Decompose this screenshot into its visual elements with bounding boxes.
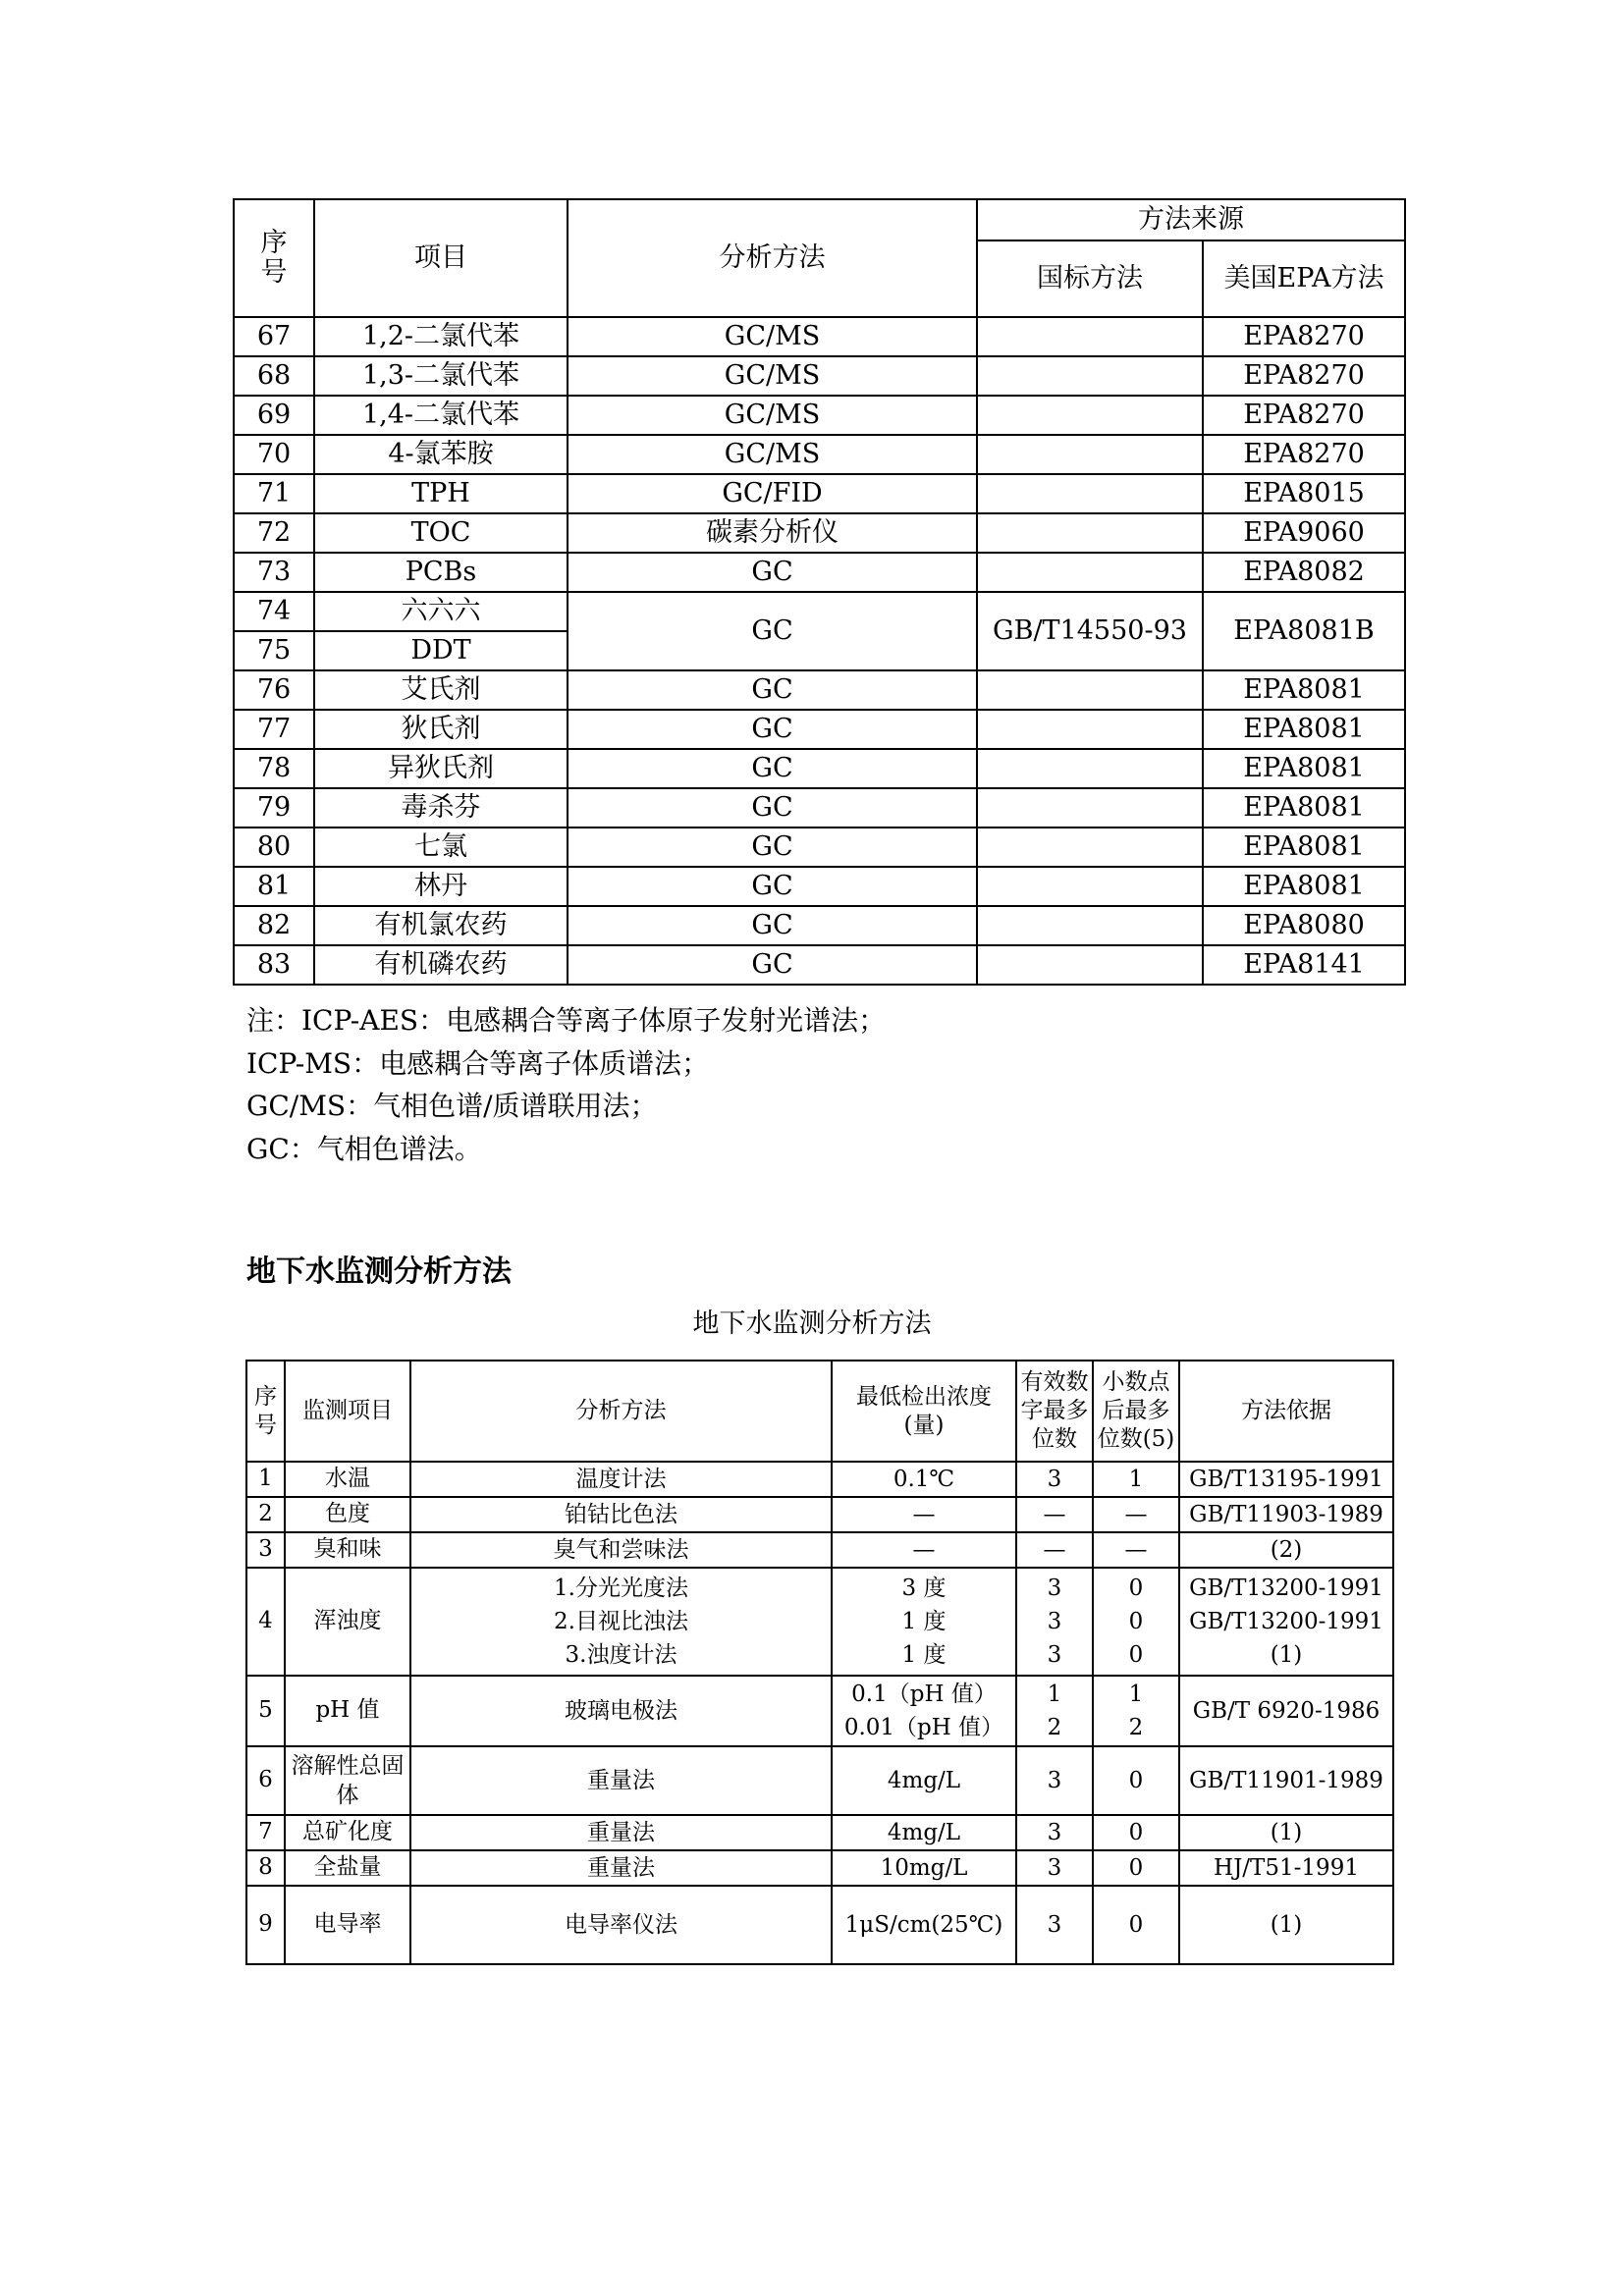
row-decimals-line: 0 <box>1128 1855 1144 1881</box>
row-gb-method <box>977 396 1203 435</box>
row-number: 67 <box>234 317 314 356</box>
note-line: GC/MS：气相色谱/质谱联用法； <box>246 1090 658 1122</box>
row-detection-limit-line: — <box>912 1537 936 1563</box>
row-method <box>410 1815 832 1850</box>
row-decimals <box>1093 1850 1179 1886</box>
table-row <box>234 396 1405 435</box>
table-row <box>234 749 1405 788</box>
row-method: GC <box>568 945 977 985</box>
row-number: 2 <box>246 1497 285 1532</box>
row-gb-method <box>977 553 1203 592</box>
row-basis-line: GB/T13200-1991 <box>1189 1609 1383 1634</box>
row-gb-method: GB/T14550-93 <box>977 592 1203 670</box>
row-detection-limit-line: 0.1（pH 值） <box>851 1682 997 1707</box>
row-sig-digits <box>1016 1850 1093 1886</box>
row-detection-limit <box>832 1462 1016 1497</box>
row-sig-digits-line: 3 <box>1047 1575 1062 1601</box>
row-detection-limit-line: 3 度 <box>901 1575 947 1601</box>
row-item: 1,3-二氯代苯 <box>314 356 568 396</box>
row-basis <box>1179 1815 1393 1850</box>
row-sig-digits-line: — <box>1043 1502 1066 1527</box>
row-basis <box>1179 1746 1393 1815</box>
row-number: 72 <box>234 513 314 553</box>
row-epa-method: EPA8015 <box>1203 474 1405 513</box>
header-gb-method: 国标方法 <box>977 240 1203 317</box>
row-method-line: 温度计法 <box>575 1467 667 1492</box>
row-epa-method: EPA8081B <box>1203 592 1405 670</box>
table-row <box>246 1532 1393 1568</box>
row-number: 82 <box>234 906 314 945</box>
row-method-line: 重量法 <box>587 1768 655 1793</box>
row-method: GC <box>568 788 977 828</box>
table-row <box>234 867 1405 906</box>
row-number: 78 <box>234 749 314 788</box>
row-basis-line: (1) <box>1270 1912 1303 1938</box>
row-number: 73 <box>234 553 314 592</box>
row-decimals-line: 0 <box>1128 1609 1144 1634</box>
row-method <box>410 1886 832 1964</box>
row-item: 七氯 <box>314 828 568 867</box>
row-sig-digits-line: 3 <box>1047 1467 1062 1492</box>
header-sig-digits <box>1016 1361 1093 1462</box>
row-basis <box>1179 1676 1393 1746</box>
row-detection-limit <box>832 1676 1016 1746</box>
row-number: 3 <box>246 1532 285 1568</box>
header-epa-method <box>1203 240 1405 317</box>
row-number: 70 <box>234 435 314 474</box>
row-item: 1,4-二氯代苯 <box>314 396 568 435</box>
row-decimals <box>1093 1568 1179 1676</box>
row-decimals-line: 0 <box>1128 1575 1144 1601</box>
row-detection-limit-line: — <box>912 1502 936 1527</box>
row-method-line: 臭气和尝味法 <box>553 1537 689 1563</box>
row-decimals-line: 1 <box>1128 1467 1144 1492</box>
table-row <box>234 356 1405 396</box>
row-basis <box>1179 1462 1393 1497</box>
row-gb-method <box>977 788 1203 828</box>
note-line: GC：气相色谱法。 <box>246 1132 482 1165</box>
row-method-line: 1.分光光度法 <box>554 1575 688 1601</box>
row-method: GC <box>568 906 977 945</box>
row-detection-limit-line: 0.01（pH 值） <box>843 1715 1004 1740</box>
row-decimals-line: 2 <box>1128 1715 1144 1740</box>
table-row <box>246 1815 1393 1850</box>
row-decimals <box>1093 1886 1179 1964</box>
header-seq <box>246 1361 285 1462</box>
row-item: 1,2-二氯代苯 <box>314 317 568 356</box>
row-item: TPH <box>314 474 568 513</box>
row-epa-method: EPA8141 <box>1203 945 1405 985</box>
row-number: 7 <box>246 1815 285 1850</box>
row-method: GC <box>568 553 977 592</box>
row-method-line: 重量法 <box>587 1855 655 1881</box>
row-detection-limit-line: 4mg/L <box>887 1820 961 1845</box>
row-method: 碳素分析仪 <box>568 513 977 553</box>
row-sig-digits <box>1016 1815 1093 1850</box>
row-number: 71 <box>234 474 314 513</box>
row-item: 浑浊度 <box>285 1568 410 1676</box>
row-item: DDT <box>314 631 568 670</box>
row-basis-line: GB/T11903-1989 <box>1189 1502 1383 1527</box>
row-method: GC/MS <box>568 317 977 356</box>
row-decimals-line: — <box>1124 1537 1148 1563</box>
row-decimals-line: 0 <box>1128 1768 1144 1793</box>
row-epa-method: EPA8081 <box>1203 788 1405 828</box>
row-number: 81 <box>234 867 314 906</box>
header-seq-line2: 号 <box>260 257 288 288</box>
row-basis-line: GB/T13195-1991 <box>1189 1467 1383 1492</box>
row-detection-limit <box>832 1497 1016 1532</box>
header-method: 分析方法 <box>410 1361 832 1462</box>
row-item: 溶解性总固体 <box>285 1746 410 1815</box>
row-epa-method: EPA8081 <box>1203 749 1405 788</box>
row-detection-limit <box>832 1532 1016 1568</box>
table-row <box>246 1886 1393 1964</box>
row-detection-limit-line: 0.1℃ <box>893 1467 955 1492</box>
row-method <box>410 1568 832 1676</box>
row-basis-line: GB/T13200-1991 <box>1189 1575 1383 1601</box>
header-source: 方法来源 <box>977 199 1405 240</box>
table-row <box>234 592 1405 631</box>
row-epa-method: EPA8081 <box>1203 670 1405 710</box>
row-method <box>410 1746 832 1815</box>
row-gb-method <box>977 356 1203 396</box>
row-decimals <box>1093 1532 1179 1568</box>
row-basis <box>1179 1532 1393 1568</box>
row-detection-limit <box>832 1568 1016 1676</box>
table-row <box>246 1850 1393 1886</box>
row-sig-digits-line: 3 <box>1047 1912 1062 1938</box>
header-method: 分析方法 <box>568 199 977 317</box>
row-method-line: 玻璃电极法 <box>565 1698 677 1724</box>
table-row <box>234 828 1405 867</box>
row-sig-digits-line: 2 <box>1047 1715 1062 1740</box>
row-method: GC/MS <box>568 396 977 435</box>
groundwater-method-table <box>245 1360 1394 1965</box>
row-gb-method <box>977 710 1203 749</box>
row-gb-method <box>977 513 1203 553</box>
row-basis-line: HJ/T51-1991 <box>1214 1855 1359 1881</box>
row-gb-method <box>977 435 1203 474</box>
row-method <box>410 1462 832 1497</box>
table-row <box>234 474 1405 513</box>
header-dec-line: 小数点 <box>1102 1369 1170 1395</box>
row-method: GC/MS <box>568 356 977 396</box>
row-epa-method: EPA8270 <box>1203 435 1405 474</box>
row-decimals <box>1093 1746 1179 1815</box>
row-detection-limit-line: 1μS/cm(25℃) <box>844 1912 1003 1938</box>
section-heading: 地下水监测分析方法 <box>246 1255 512 1289</box>
table-caption: 地下水监测分析方法 <box>692 1308 932 1339</box>
row-method-line: 电导率仪法 <box>565 1912 677 1938</box>
row-number: 75 <box>234 631 314 670</box>
row-epa-method: EPA8081 <box>1203 828 1405 867</box>
row-basis <box>1179 1497 1393 1532</box>
row-number: 8 <box>246 1850 285 1886</box>
row-decimals-line: 0 <box>1128 1642 1144 1668</box>
row-basis <box>1179 1850 1393 1886</box>
row-basis <box>1179 1886 1393 1964</box>
row-number: 6 <box>246 1746 285 1815</box>
row-method-line: 重量法 <box>587 1820 655 1845</box>
row-epa-method: EPA8270 <box>1203 396 1405 435</box>
row-method: GC <box>568 670 977 710</box>
row-item: 有机氯农药 <box>314 906 568 945</box>
row-number: 76 <box>234 670 314 710</box>
row-basis-line: GB/T11901-1989 <box>1189 1768 1383 1793</box>
row-basis-line: (1) <box>1270 1820 1303 1845</box>
row-method: GC/MS <box>568 435 977 474</box>
row-decimals-line: 1 <box>1128 1682 1144 1707</box>
row-method <box>410 1497 832 1532</box>
row-item: 臭和味 <box>285 1532 410 1568</box>
row-number: 4 <box>246 1568 285 1676</box>
row-number: 9 <box>246 1886 285 1964</box>
row-item: 水温 <box>285 1462 410 1497</box>
row-sig-digits-line: 3 <box>1047 1855 1062 1881</box>
row-sig-digits <box>1016 1676 1093 1746</box>
table-row <box>246 1676 1393 1746</box>
header-seq <box>234 199 314 317</box>
row-detection-limit <box>832 1746 1016 1815</box>
row-method: GC <box>568 592 977 670</box>
row-sig-digits-line: 3 <box>1047 1609 1062 1634</box>
row-number: 1 <box>246 1462 285 1497</box>
row-number: 80 <box>234 828 314 867</box>
row-sig-digits-line: — <box>1043 1537 1066 1563</box>
row-sig-digits-line: 3 <box>1047 1642 1062 1668</box>
row-detection-limit <box>832 1815 1016 1850</box>
header-limit <box>832 1361 1016 1462</box>
table-row <box>234 710 1405 749</box>
row-item: PCBs <box>314 553 568 592</box>
row-number: 77 <box>234 710 314 749</box>
row-item: 异狄氏剂 <box>314 749 568 788</box>
header-seq-char: 序 <box>254 1383 277 1410</box>
row-sig-digits <box>1016 1746 1093 1815</box>
row-decimals-line: 0 <box>1128 1912 1144 1938</box>
table-row <box>246 1746 1393 1815</box>
row-method: GC <box>568 710 977 749</box>
row-sig-digits <box>1016 1497 1093 1532</box>
table-row <box>234 906 1405 945</box>
row-method: GC <box>568 749 977 788</box>
header-sig-line: 位数 <box>1032 1426 1077 1452</box>
header-item: 监测项目 <box>285 1361 410 1462</box>
row-item: 总矿化度 <box>285 1815 410 1850</box>
header-item: 项目 <box>314 199 568 317</box>
row-detection-limit-line: 1 度 <box>901 1642 947 1668</box>
row-gb-method <box>977 317 1203 356</box>
row-gb-method <box>977 906 1203 945</box>
row-gb-method <box>977 474 1203 513</box>
row-sig-digits-line: 3 <box>1047 1820 1062 1845</box>
row-basis-line: GB/T 6920-1986 <box>1192 1698 1380 1724</box>
header-seq-line1: 序 <box>260 227 288 258</box>
row-number: 74 <box>234 592 314 631</box>
row-epa-method: EPA8270 <box>1203 356 1405 396</box>
header-sig-line: 有效数 <box>1020 1369 1089 1395</box>
row-item: pH 值 <box>285 1676 410 1746</box>
row-detection-limit <box>832 1886 1016 1964</box>
row-item: 六六六 <box>314 592 568 631</box>
row-sig-digits-line: 3 <box>1047 1768 1062 1793</box>
header-epa-text: 美国EPA方法 <box>1223 262 1384 294</box>
table-row <box>246 1497 1393 1532</box>
note-line: 注：ICP-AES：电感耦合等离子体原子发射光谱法； <box>246 1004 887 1037</box>
row-sig-digits <box>1016 1568 1093 1676</box>
row-item: 狄氏剂 <box>314 710 568 749</box>
row-sig-digits <box>1016 1462 1093 1497</box>
row-method: GC <box>568 867 977 906</box>
row-epa-method: EPA9060 <box>1203 513 1405 553</box>
row-gb-method <box>977 828 1203 867</box>
row-method-line: 2.目视比浊法 <box>554 1609 688 1634</box>
row-epa-method: EPA8081 <box>1203 867 1405 906</box>
header-sig-line: 字最多 <box>1020 1398 1089 1423</box>
header-decimals <box>1093 1361 1179 1462</box>
table-row <box>246 1462 1393 1497</box>
row-detection-limit <box>832 1850 1016 1886</box>
header-seq-char: 号 <box>254 1412 277 1438</box>
row-detection-limit-line: 4mg/L <box>887 1768 961 1793</box>
row-method: GC/FID <box>568 474 977 513</box>
header-basis: 方法依据 <box>1179 1361 1393 1462</box>
row-number: 5 <box>246 1676 285 1746</box>
soil-method-table <box>233 198 1406 986</box>
row-method-line: 3.浊度计法 <box>565 1642 677 1668</box>
row-gb-method <box>977 749 1203 788</box>
row-item: 有机磷农药 <box>314 945 568 985</box>
note-line: ICP-MS：电感耦合等离子体质谱法； <box>246 1046 710 1080</box>
table-row <box>234 670 1405 710</box>
row-epa-method: EPA8270 <box>1203 317 1405 356</box>
table-row <box>234 513 1405 553</box>
table-notes <box>246 999 886 1170</box>
table-row <box>234 317 1405 356</box>
row-basis-line: (1) <box>1270 1642 1303 1668</box>
table-row <box>234 788 1405 828</box>
table-row <box>234 553 1405 592</box>
row-basis <box>1179 1568 1393 1676</box>
row-method <box>410 1850 832 1886</box>
row-item: TOC <box>314 513 568 553</box>
row-gb-method <box>977 670 1203 710</box>
row-decimals <box>1093 1462 1179 1497</box>
row-method <box>410 1676 832 1746</box>
row-item: 全盐量 <box>285 1850 410 1886</box>
header-limit-line1: 最低检出浓度 <box>856 1383 992 1410</box>
row-decimals-line: — <box>1124 1502 1148 1527</box>
row-number: 83 <box>234 945 314 985</box>
row-sig-digits <box>1016 1532 1093 1568</box>
table-row <box>234 435 1405 474</box>
row-decimals <box>1093 1497 1179 1532</box>
row-item: 林丹 <box>314 867 568 906</box>
row-epa-method: EPA8080 <box>1203 906 1405 945</box>
header-dec-line: 后最多 <box>1102 1398 1170 1423</box>
header-dec-line: 位数(5) <box>1097 1426 1175 1452</box>
row-method-line: 铂钴比色法 <box>565 1502 677 1527</box>
row-item: 色度 <box>285 1497 410 1532</box>
row-item: 4-氯苯胺 <box>314 435 568 474</box>
row-gb-method <box>977 867 1203 906</box>
row-gb-method <box>977 945 1203 985</box>
table-row <box>246 1568 1393 1676</box>
table-row <box>234 945 1405 985</box>
row-epa-method: EPA8081 <box>1203 710 1405 749</box>
row-epa-method: EPA8082 <box>1203 553 1405 592</box>
row-detection-limit-line: 1 度 <box>901 1609 947 1634</box>
row-sig-digits-line: 1 <box>1047 1682 1062 1707</box>
row-method: GC <box>568 828 977 867</box>
row-method <box>410 1532 832 1568</box>
row-item: 毒杀芬 <box>314 788 568 828</box>
header-limit-line2: (量) <box>903 1412 945 1438</box>
row-number: 69 <box>234 396 314 435</box>
row-detection-limit-line: 10mg/L <box>880 1855 968 1881</box>
row-sig-digits <box>1016 1886 1093 1964</box>
row-number: 79 <box>234 788 314 828</box>
row-number: 68 <box>234 356 314 396</box>
row-basis-line: (2) <box>1270 1537 1303 1563</box>
row-decimals <box>1093 1815 1179 1850</box>
row-decimals <box>1093 1676 1179 1746</box>
row-item: 电导率 <box>285 1886 410 1964</box>
row-item: 艾氏剂 <box>314 670 568 710</box>
row-decimals-line: 0 <box>1128 1820 1144 1845</box>
